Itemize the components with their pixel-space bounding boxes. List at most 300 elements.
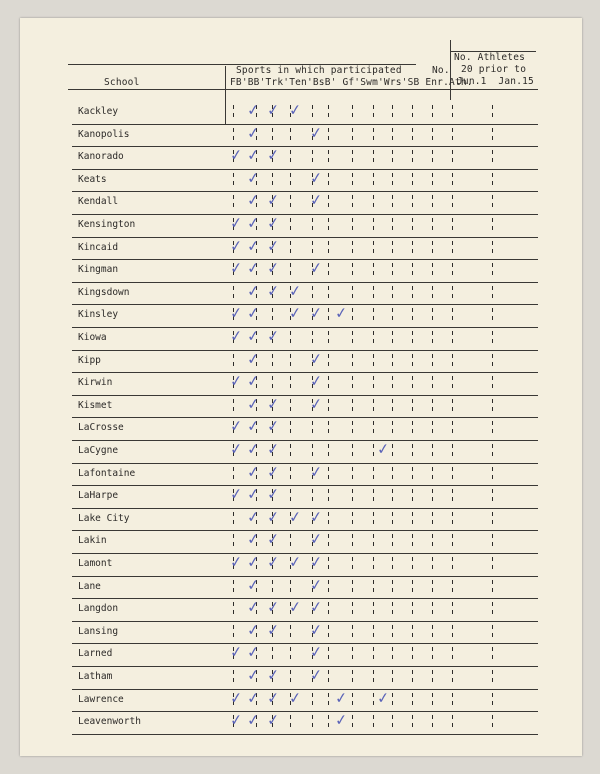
column-separator-tick [328, 271, 329, 275]
column-separator-tick [352, 331, 353, 335]
column-separator-tick [392, 203, 393, 207]
column-separator-tick [432, 580, 433, 584]
column-separator-tick [373, 512, 374, 516]
column-separator-tick [412, 565, 413, 569]
column-separator-tick [272, 354, 273, 358]
check-mark-icon: ✓ [246, 394, 261, 414]
column-separator-tick [492, 580, 493, 584]
column-separator-tick [412, 226, 413, 230]
column-separator-tick [412, 647, 413, 651]
table-row [20, 373, 582, 396]
column-separator-tick [452, 105, 453, 109]
column-separator-tick [328, 173, 329, 177]
check-mark-icon: ✓ [246, 348, 261, 369]
column-separator-tick [392, 316, 393, 320]
column-separator-tick [412, 512, 413, 516]
column-separator-tick [352, 308, 353, 312]
column-separator-tick [412, 407, 413, 411]
column-separator-tick [328, 316, 329, 320]
check-mark-icon: ✓ [309, 303, 324, 324]
school-name: Kingman [78, 264, 119, 276]
column-separator-tick [290, 376, 291, 380]
column-separator-tick [352, 128, 353, 132]
column-separator-tick [492, 316, 493, 320]
column-separator-tick [492, 565, 493, 569]
column-separator-tick [328, 580, 329, 584]
column-separator-tick [452, 158, 453, 162]
column-separator-tick [312, 249, 313, 253]
column-separator-tick [233, 467, 234, 471]
column-separator-tick [432, 452, 433, 456]
column-separator-tick [412, 136, 413, 140]
column-separator-tick [492, 633, 493, 637]
column-separator-tick [492, 655, 493, 659]
column-separator-tick [452, 610, 453, 614]
check-mark-icon: ✓ [266, 529, 281, 550]
column-separator-tick [373, 376, 374, 380]
column-separator-tick [452, 542, 453, 546]
column-separator-tick [373, 384, 374, 388]
column-separator-tick [373, 316, 374, 320]
column-separator-tick [373, 241, 374, 245]
column-separator-tick [352, 670, 353, 674]
school-name: Lane [78, 580, 101, 592]
check-mark-icon: ✓ [309, 507, 324, 527]
column-separator-tick [452, 113, 453, 117]
column-separator-tick [312, 113, 313, 117]
check-mark-icon: ✓ [288, 552, 303, 572]
column-separator-tick [290, 150, 291, 154]
column-separator-tick [272, 308, 273, 312]
column-separator-tick [328, 407, 329, 411]
column-separator-tick [328, 557, 329, 561]
column-separator-tick [312, 226, 313, 230]
column-separator-tick [492, 173, 493, 177]
check-mark-icon: ✓ [246, 529, 261, 550]
column-separator-tick [432, 362, 433, 366]
column-separator-tick [373, 362, 374, 366]
column-separator-tick [452, 655, 453, 659]
check-mark-icon: ✓ [229, 213, 244, 233]
column-separator-tick [492, 670, 493, 674]
column-separator-tick [272, 362, 273, 366]
column-separator-tick [290, 362, 291, 366]
column-separator-tick [492, 512, 493, 516]
table-row [20, 122, 582, 148]
column-separator-tick [432, 271, 433, 275]
column-separator-tick [492, 542, 493, 546]
column-separator-tick [373, 693, 374, 697]
column-separator-tick [352, 249, 353, 253]
column-separator-tick [290, 407, 291, 411]
column-separator-tick [373, 173, 374, 177]
column-separator-tick [373, 308, 374, 312]
column-separator-tick [233, 128, 234, 132]
column-separator-tick [452, 421, 453, 425]
column-separator-tick [290, 173, 291, 177]
column-separator-tick [432, 444, 433, 448]
column-separator-tick [373, 452, 374, 456]
column-separator-tick [373, 271, 374, 275]
column-separator-tick [412, 362, 413, 366]
column-separator-tick [432, 195, 433, 199]
column-separator-tick [452, 181, 453, 185]
column-separator-tick [392, 565, 393, 569]
column-separator-tick [452, 467, 453, 471]
column-separator-tick [492, 602, 493, 606]
column-separator-tick [432, 565, 433, 569]
column-separator-tick [312, 294, 313, 298]
column-separator-tick [352, 362, 353, 366]
column-separator-tick [392, 602, 393, 606]
check-mark-icon: ✓ [266, 597, 281, 617]
column-separator-tick [352, 384, 353, 388]
table-row [20, 441, 582, 464]
column-separator-tick [432, 670, 433, 674]
school-name: Kackley [78, 106, 119, 117]
school-name: Latham [78, 671, 113, 682]
column-separator-tick [328, 467, 329, 471]
column-separator-tick [432, 602, 433, 606]
column-separator-tick [233, 670, 234, 674]
column-separator-tick [352, 520, 353, 524]
column-separator-tick [328, 113, 329, 117]
table-row [20, 509, 582, 532]
column-separator-tick [328, 497, 329, 501]
column-separator-tick [290, 580, 291, 584]
column-separator-tick [373, 429, 374, 433]
column-separator-tick [412, 557, 413, 561]
check-mark-icon: ✓ [246, 213, 261, 233]
check-mark-icon: ✓ [334, 687, 349, 708]
check-mark-icon: ✓ [266, 416, 281, 437]
column-separator-tick [312, 701, 313, 705]
column-separator-tick [392, 354, 393, 358]
column-separator-tick [352, 218, 353, 222]
column-separator-tick [328, 701, 329, 705]
table-row [20, 348, 582, 374]
column-separator-tick [373, 263, 374, 267]
column-separator-tick [373, 475, 374, 479]
column-separator-tick [392, 226, 393, 230]
column-separator-tick [312, 429, 313, 433]
check-mark-icon: ✓ [229, 326, 244, 346]
column-separator-tick [328, 195, 329, 199]
column-separator-tick [412, 271, 413, 275]
school-name: LaCrosse [78, 422, 124, 434]
column-separator-tick [432, 249, 433, 253]
table-row [20, 235, 582, 261]
column-separator-tick [432, 421, 433, 425]
check-mark-icon: ✓ [246, 710, 261, 730]
column-separator-tick [233, 407, 234, 411]
column-separator-tick [452, 693, 453, 697]
column-separator-tick [272, 655, 273, 659]
column-separator-tick [373, 113, 374, 117]
school-name: Kincaid [78, 241, 119, 253]
school-name: Kismet [78, 399, 113, 411]
column-separator-tick [352, 271, 353, 275]
column-separator-tick [328, 331, 329, 335]
column-separator-tick [290, 195, 291, 199]
column-separator-tick [352, 407, 353, 411]
check-mark-icon: ✓ [334, 303, 349, 324]
column-separator-tick [373, 294, 374, 298]
column-separator-tick [412, 384, 413, 388]
column-separator-tick [312, 421, 313, 425]
column-separator-tick [412, 218, 413, 222]
column-separator-tick [432, 534, 433, 538]
column-separator-tick [492, 195, 493, 199]
check-mark-icon: ✓ [266, 326, 281, 346]
check-mark-icon: ✓ [246, 552, 261, 572]
check-mark-icon: ✓ [229, 258, 244, 278]
column-separator-tick [290, 263, 291, 267]
column-separator-tick [312, 444, 313, 448]
column-separator-tick [452, 271, 453, 275]
column-separator-tick [233, 294, 234, 298]
column-separator-tick [452, 263, 453, 267]
column-separator-tick [373, 655, 374, 659]
column-separator-tick [272, 173, 273, 177]
column-separator-tick [290, 429, 291, 433]
column-separator-tick [328, 203, 329, 207]
column-separator-tick [452, 316, 453, 320]
column-separator-tick [352, 429, 353, 433]
column-separator-tick [352, 399, 353, 403]
column-separator-tick [452, 286, 453, 290]
column-separator-tick [392, 158, 393, 162]
column-separator-tick [392, 195, 393, 199]
column-separator-tick [412, 128, 413, 132]
column-separator-tick [352, 580, 353, 584]
column-separator-tick [328, 136, 329, 140]
check-mark-icon: ✓ [266, 484, 281, 504]
column-separator-tick [233, 181, 234, 185]
table-row [20, 461, 582, 487]
column-separator-tick [328, 421, 329, 425]
column-separator-tick [233, 195, 234, 199]
column-separator-tick [392, 241, 393, 245]
column-separator-tick [412, 294, 413, 298]
column-separator-tick [352, 339, 353, 343]
column-separator-tick [392, 384, 393, 388]
column-separator-tick [290, 241, 291, 245]
check-mark-icon: ✓ [229, 710, 244, 730]
column-separator-tick [432, 339, 433, 343]
school-name: Kanorado [78, 151, 124, 163]
column-separator-tick [373, 128, 374, 132]
column-separator-tick [233, 588, 234, 592]
column-separator-tick [272, 128, 273, 132]
column-separator-tick [412, 316, 413, 320]
check-mark-icon: ✓ [266, 687, 281, 708]
column-separator-tick [452, 512, 453, 516]
column-separator-tick [452, 580, 453, 584]
column-separator-tick [392, 512, 393, 516]
check-mark-icon: ✓ [309, 620, 324, 640]
column-separator-tick [452, 701, 453, 705]
column-separator-tick [328, 670, 329, 674]
column-separator-tick [392, 331, 393, 335]
column-separator-tick [432, 113, 433, 117]
column-separator-tick [290, 625, 291, 629]
column-separator-tick [328, 520, 329, 524]
column-separator-tick [352, 158, 353, 162]
column-separator-tick [233, 136, 234, 140]
column-separator-tick [412, 670, 413, 674]
column-separator-tick [492, 286, 493, 290]
column-separator-tick [412, 339, 413, 343]
column-separator-tick [432, 158, 433, 162]
column-separator-tick [492, 362, 493, 366]
column-separator-tick [392, 429, 393, 433]
column-separator-tick [373, 701, 374, 705]
column-separator-tick [352, 113, 353, 117]
column-separator-tick [452, 588, 453, 592]
column-separator-tick [452, 339, 453, 343]
school-name: LaHarpe [78, 490, 119, 502]
column-separator-tick [492, 452, 493, 456]
column-separator-tick [352, 723, 353, 727]
column-separator-tick [412, 633, 413, 637]
column-separator-tick [412, 195, 413, 199]
column-separator-tick [432, 633, 433, 637]
column-separator-tick [392, 542, 393, 546]
column-separator-tick [412, 534, 413, 538]
column-separator-tick [328, 723, 329, 727]
column-separator-tick [432, 475, 433, 479]
column-separator-tick [312, 286, 313, 290]
column-separator-tick [412, 286, 413, 290]
column-separator-tick [233, 105, 234, 109]
check-mark-icon: ✓ [246, 145, 261, 165]
column-separator-tick [352, 534, 353, 538]
column-separator-tick [492, 475, 493, 479]
check-mark-icon: ✓ [266, 552, 281, 572]
column-separator-tick [290, 354, 291, 358]
table-row [20, 215, 582, 238]
check-mark-icon: ✓ [309, 574, 324, 595]
column-separator-tick [290, 136, 291, 140]
column-separator-tick [492, 241, 493, 245]
column-separator-tick [492, 249, 493, 253]
column-separator-tick [452, 249, 453, 253]
table-row [20, 599, 582, 622]
school-name: Lake City [78, 512, 130, 524]
column-separator-tick [352, 475, 353, 479]
check-mark-icon: ✓ [334, 710, 349, 730]
check-mark-icon: ✓ [229, 687, 244, 708]
column-separator-tick [452, 331, 453, 335]
column-separator-tick [452, 362, 453, 366]
column-separator-tick [328, 489, 329, 493]
column-separator-tick [328, 625, 329, 629]
check-mark-icon: ✓ [266, 145, 281, 165]
check-mark-icon: ✓ [266, 665, 281, 685]
check-mark-icon: ✓ [246, 620, 261, 640]
column-separator-tick [392, 128, 393, 132]
check-mark-icon: ✓ [309, 597, 324, 617]
column-separator-tick [392, 701, 393, 705]
column-separator-tick [290, 444, 291, 448]
column-separator-tick [290, 678, 291, 682]
column-separator-tick [373, 610, 374, 614]
column-separator-tick [352, 489, 353, 493]
school-name: Kingsdown [78, 286, 130, 298]
column-separator-tick [352, 150, 353, 154]
column-separator-tick [412, 444, 413, 448]
column-separator-tick [312, 723, 313, 727]
column-separator-tick [412, 542, 413, 546]
column-separator-tick [373, 534, 374, 538]
column-separator-tick [492, 610, 493, 614]
column-separator-tick [290, 475, 291, 479]
column-separator-tick [452, 376, 453, 380]
school-name: Kensington [78, 219, 136, 230]
column-separator-tick [290, 128, 291, 132]
column-separator-tick [412, 399, 413, 403]
column-separator-tick [492, 384, 493, 388]
column-separator-tick [392, 271, 393, 275]
column-separator-tick [352, 241, 353, 245]
column-separator-tick [352, 557, 353, 561]
column-separator-tick [352, 354, 353, 358]
column-separator-tick [233, 362, 234, 366]
column-separator-tick [492, 715, 493, 719]
check-mark-icon: ✓ [229, 145, 244, 165]
column-separator-tick [272, 647, 273, 651]
check-mark-icon: ✓ [229, 552, 244, 572]
row-underline [72, 734, 538, 735]
column-separator-tick [492, 128, 493, 132]
column-separator-tick [312, 452, 313, 456]
check-mark-icon: ✓ [246, 326, 261, 346]
check-mark-icon: ✓ [309, 122, 324, 143]
column-separator-tick [392, 136, 393, 140]
school-name: Lansing [78, 625, 119, 637]
column-separator-tick [373, 286, 374, 290]
column-separator-tick [373, 331, 374, 335]
column-separator-tick [392, 625, 393, 629]
column-separator-tick [352, 452, 353, 456]
check-mark-icon: ✓ [246, 484, 261, 504]
column-separator-tick [373, 195, 374, 199]
column-separator-tick [432, 331, 433, 335]
column-separator-tick [290, 271, 291, 275]
column-separator-tick [373, 520, 374, 524]
check-mark-icon: ✓ [246, 665, 261, 685]
column-separator-tick [492, 218, 493, 222]
school-header: School [104, 77, 140, 88]
school-name: Lamont [78, 558, 113, 569]
column-separator-tick [328, 128, 329, 132]
column-separator-tick [373, 339, 374, 343]
check-mark-icon: ✓ [246, 303, 261, 324]
school-name: LaCygne [78, 445, 119, 456]
column-separator-tick [492, 520, 493, 524]
column-separator-tick [352, 316, 353, 320]
column-separator-tick [492, 376, 493, 380]
column-separator-tick [328, 610, 329, 614]
column-separator-tick [272, 384, 273, 388]
column-separator-tick [373, 354, 374, 358]
column-separator-tick [328, 534, 329, 538]
column-separator-tick [432, 610, 433, 614]
column-separator-tick [432, 520, 433, 524]
column-separator-tick [452, 203, 453, 207]
column-separator-tick [432, 384, 433, 388]
